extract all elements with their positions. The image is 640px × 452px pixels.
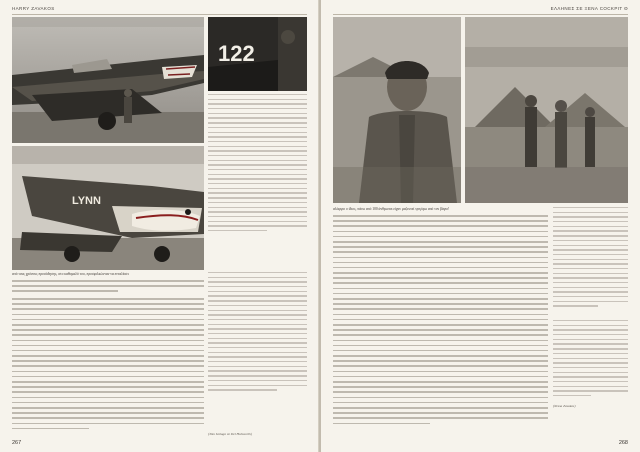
nose-art-text: LYNN xyxy=(72,195,101,207)
body-lines-right xyxy=(333,215,548,428)
running-head-left: HARRY ZAVAKOS xyxy=(12,6,55,11)
photo-credit-right: (Nessa Zavakos) xyxy=(553,404,576,408)
aircraft-photo-top xyxy=(12,17,204,143)
photo-credit-left: (Tom Ivolago σε Del Holsworth) xyxy=(208,432,252,436)
caption-top-lines xyxy=(208,94,307,235)
header-rule xyxy=(12,14,307,15)
right-page xyxy=(321,0,640,452)
page-number-left: 267 xyxy=(12,440,22,446)
aircraft-number-photo xyxy=(208,17,307,91)
left-page xyxy=(0,0,319,452)
body-lines-left-b xyxy=(12,298,204,433)
pilot-portrait-photo xyxy=(333,17,461,203)
body-first-line-left: από τους χρόνους προσόδησης, στο καθομαλό του, προσφιλκώνταν να ενταλέσει xyxy=(12,272,129,276)
body-first-line-right: αλόφιρο ο ίδιος, πάνω από 100 άνθρωποι είχαν μαζευτεί τριγύρω από τον βάγιο! xyxy=(333,207,450,211)
aircraft-number-text: 122 xyxy=(218,41,255,66)
caption-mid-lines xyxy=(208,272,307,394)
body-lines-left-a xyxy=(12,280,204,296)
caption-side-english-lines xyxy=(553,320,628,400)
header-rule-right xyxy=(333,14,628,15)
running-head-right: ΕΛΛΗΝΕΣ ΣΕ ΞΕΝΑ COCKPIT Θ xyxy=(550,6,628,11)
page-number-right: 268 xyxy=(618,440,628,446)
aircraft-photo-mid xyxy=(12,146,204,270)
caption-side-greek-lines xyxy=(553,207,628,310)
group-photo xyxy=(465,17,628,203)
